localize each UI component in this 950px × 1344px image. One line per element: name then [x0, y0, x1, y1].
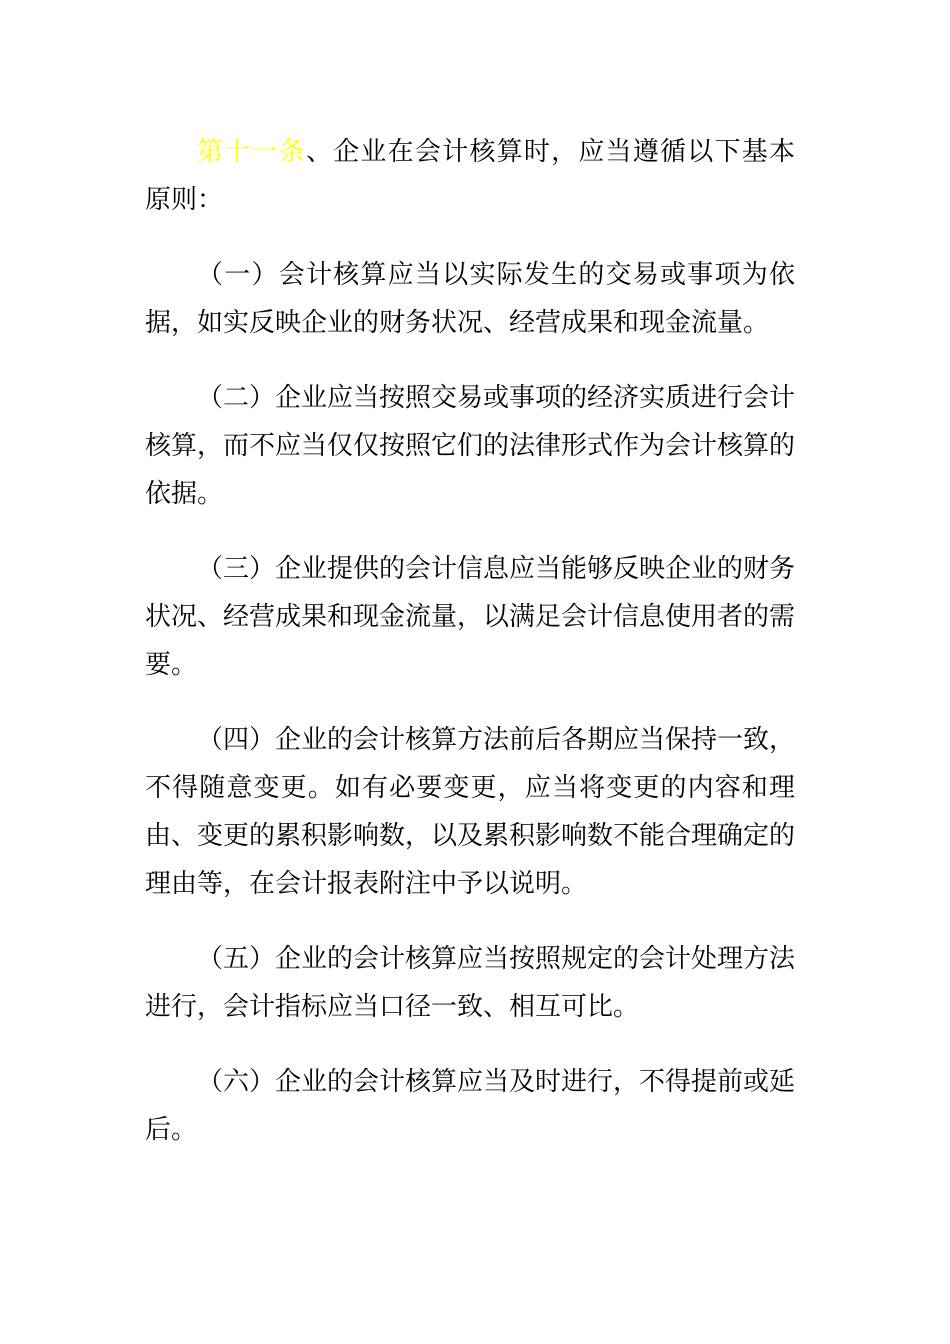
principle-paragraph-2: （二）企业应当按照交易或事项的经济实质进行会计核算，而不应当仅仅按照它们的法律形式作为会计核算的依据。 — [145, 383, 796, 509]
principle-paragraph-1: （一）会计核算应当以实际发生的交易或事项为依据，如实反映企业的财务状况、经营成果和现金流量。 — [145, 260, 795, 338]
principle-paragraph-3: （三）企业提供的会计信息应当能够反映企业的财务状况、经营成果和现金流量，以满足会计信息使用者的需要。 — [145, 554, 796, 680]
principle-paragraph-5: （五）企业的会计核算应当按照规定的会计处理方法进行，会计指标应当口径一致、相互可比。 — [145, 944, 796, 1022]
document-body — [145, 128, 795, 1181]
principle-paragraph-4: （四）企业的会计核算方法前后各期应当保持一致，不得随意变更。如有必要变更，应当将变更的内容和理由、变更的累积影响数，以及累积影响数不能合理确定的理由等，在会计报表附注中予以说明。 — [145, 725, 796, 899]
article-number: 第十一条 — [197, 137, 306, 167]
principle-paragraph-6: （六）企业的会计核算应当及时进行，不得提前或延后。 — [145, 1067, 796, 1145]
article-heading-paragraph — [145, 128, 795, 224]
article-intro-text: 、企业在会计核算时，应当遵循以下基本原则： — [145, 137, 795, 215]
